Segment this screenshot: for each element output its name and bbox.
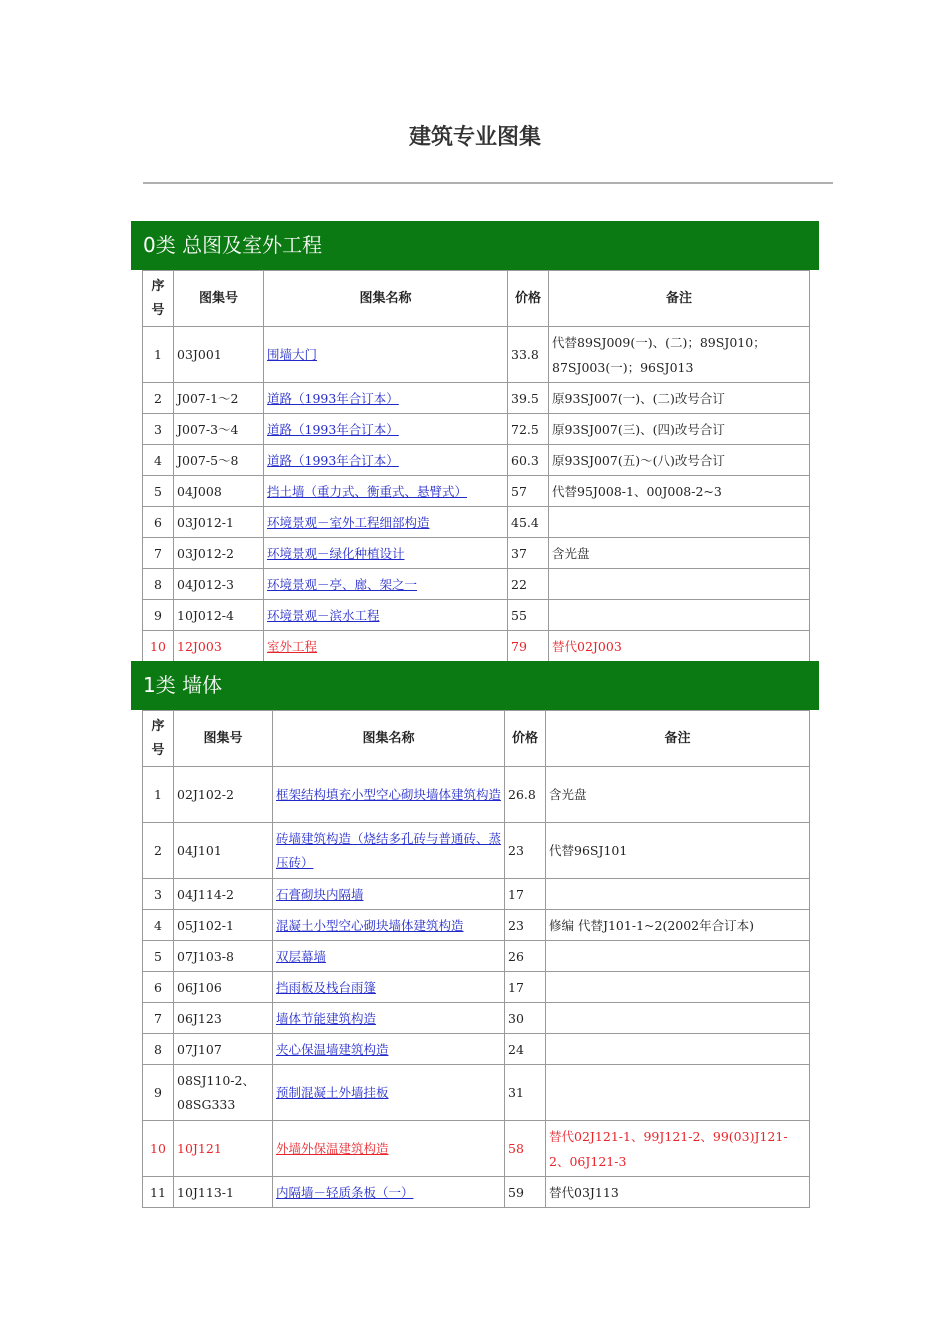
atlas-name-link[interactable]: 夹心保温墙建筑构造 xyxy=(276,1042,389,1057)
col-header-code: 图集号 xyxy=(174,711,273,767)
table-row xyxy=(143,414,810,445)
row-number: 4 xyxy=(143,445,174,476)
atlas-code: 02J102-2 xyxy=(174,767,273,823)
catalog-table-0 xyxy=(142,270,810,662)
remark xyxy=(549,600,810,631)
col-header-no: 序号 xyxy=(143,271,174,327)
remark: 原93SJ007(一)、(二)改号合订 xyxy=(549,383,810,414)
col-header-name: 图集名称 xyxy=(273,711,505,767)
price: 31 xyxy=(505,1065,546,1121)
price: 45.4 xyxy=(508,507,549,538)
atlas-code: 07J107 xyxy=(174,1034,273,1065)
price: 26 xyxy=(505,941,546,972)
row-number: 3 xyxy=(143,879,174,910)
price: 30 xyxy=(505,1003,546,1034)
atlas-code: 06J106 xyxy=(174,972,273,1003)
atlas-code: J007-3～4 xyxy=(174,414,264,445)
atlas-name-link[interactable]: 环境景观－亭、廊、架之一 xyxy=(267,577,418,592)
atlas-name-link[interactable]: 室外工程 xyxy=(267,639,318,654)
row-number: 7 xyxy=(143,1003,174,1034)
table-row xyxy=(143,910,810,941)
atlas-name-link[interactable]: 预制混凝土外墙挂板 xyxy=(276,1084,389,1100)
remark: 代替89SJ009(一)、(二)；89SJ010；87SJ003(一)；96SJ013 xyxy=(549,327,810,383)
table-row xyxy=(143,600,810,631)
atlas-name-link[interactable]: 石膏砌块内隔墙 xyxy=(276,887,364,902)
atlas-name-cell xyxy=(273,1034,505,1065)
price: 79 xyxy=(508,631,549,662)
atlas-name-link[interactable]: 框架结构填充小型空心砌块墙体建筑构造 xyxy=(276,786,502,802)
remark xyxy=(546,941,810,972)
atlas-name-cell xyxy=(264,476,508,507)
row-number: 10 xyxy=(143,1121,174,1177)
page-title: 建筑专业图集 xyxy=(408,125,541,150)
price: 17 xyxy=(505,879,546,910)
row-number: 8 xyxy=(143,569,174,600)
row-number: 9 xyxy=(143,600,174,631)
col-header-no: 序号 xyxy=(143,711,174,767)
atlas-code: J007-1～2 xyxy=(174,383,264,414)
atlas-name-cell xyxy=(273,972,505,1003)
price: 39.5 xyxy=(508,383,549,414)
atlas-name-cell xyxy=(264,507,508,538)
atlas-name-link[interactable]: 外墙外保温建筑构造 xyxy=(276,1140,389,1156)
table-row xyxy=(143,1034,810,1065)
atlas-name-link[interactable]: 环境景观－室外工程细部构造 xyxy=(267,515,430,530)
table-row xyxy=(143,569,810,600)
atlas-name-cell xyxy=(264,414,508,445)
atlas-code: 03J012-1 xyxy=(174,507,264,538)
section-header-0: 0类 总图及室外工程 xyxy=(131,221,819,270)
atlas-code: 10J121 xyxy=(174,1121,273,1177)
col-header-note: 备注 xyxy=(549,271,810,327)
remark: 含光盘 xyxy=(546,767,810,823)
row-number: 1 xyxy=(143,327,174,383)
atlas-name-cell xyxy=(264,569,508,600)
row-number: 11 xyxy=(143,1177,174,1208)
price: 37 xyxy=(508,538,549,569)
atlas-name-cell xyxy=(273,823,505,879)
remark: 替代02J003 xyxy=(549,631,810,662)
atlas-name-link[interactable]: 内隔墙－轻质条板（一） xyxy=(276,1185,414,1200)
atlas-name-cell xyxy=(273,879,505,910)
atlas-name-link[interactable]: 挡雨板及栈台雨篷 xyxy=(276,980,377,995)
atlas-code: J007-5～8 xyxy=(174,445,264,476)
price: 26.8 xyxy=(505,767,546,823)
price: 58 xyxy=(505,1121,546,1177)
atlas-name-cell xyxy=(273,1003,505,1034)
price: 59 xyxy=(505,1177,546,1208)
atlas-name-cell xyxy=(273,1177,505,1208)
atlas-name-link[interactable]: 双层幕墙 xyxy=(276,949,327,964)
col-header-code: 图集号 xyxy=(174,271,264,327)
row-number: 9 xyxy=(143,1065,174,1121)
table-row xyxy=(143,631,810,662)
row-number: 3 xyxy=(143,414,174,445)
section-header-1: 1类 墙体 xyxy=(131,661,819,710)
row-number: 5 xyxy=(143,476,174,507)
atlas-code: 07J103-8 xyxy=(174,941,273,972)
remark: 含光盘 xyxy=(549,538,810,569)
col-header-name: 图集名称 xyxy=(264,271,508,327)
atlas-name-link[interactable]: 混凝土小型空心砌块墙体建筑构造 xyxy=(276,918,464,933)
table-row xyxy=(143,445,810,476)
atlas-code: 03J001 xyxy=(174,327,264,383)
row-number: 8 xyxy=(143,1034,174,1065)
table-row xyxy=(143,823,810,879)
price: 55 xyxy=(508,600,549,631)
table-row xyxy=(143,507,810,538)
price: 23 xyxy=(505,823,546,879)
table-row xyxy=(143,1065,810,1121)
atlas-code: 08SJ110-2、08SG333 xyxy=(174,1065,273,1121)
row-number: 1 xyxy=(143,767,174,823)
row-number: 7 xyxy=(143,538,174,569)
remark xyxy=(546,1003,810,1034)
atlas-code: 04J008 xyxy=(174,476,264,507)
col-header-note: 备注 xyxy=(546,711,810,767)
atlas-name-cell xyxy=(273,941,505,972)
atlas-code: 03J012-2 xyxy=(174,538,264,569)
table-row xyxy=(143,327,810,383)
atlas-name-link[interactable]: 砖墙建筑构造（烧结多孔砖与普通砖、蒸压砖） xyxy=(276,830,502,870)
atlas-name-link[interactable]: 围墙大门 xyxy=(267,346,318,362)
table-header-row xyxy=(143,271,810,327)
atlas-name-cell xyxy=(273,1121,505,1177)
price: 17 xyxy=(505,972,546,1003)
atlas-name-link[interactable]: 道路（1993年合订本） xyxy=(267,422,399,437)
table-row xyxy=(143,1121,810,1177)
atlas-name-cell xyxy=(273,767,505,823)
atlas-name-cell xyxy=(273,910,505,941)
price: 72.5 xyxy=(508,414,549,445)
row-number: 2 xyxy=(143,823,174,879)
atlas-name-cell xyxy=(264,631,508,662)
row-number: 6 xyxy=(143,972,174,1003)
row-number: 4 xyxy=(143,910,174,941)
price: 33.8 xyxy=(508,327,549,383)
atlas-code: 04J012-3 xyxy=(174,569,264,600)
row-number: 6 xyxy=(143,507,174,538)
atlas-name-cell xyxy=(273,1065,505,1121)
remark xyxy=(546,1065,810,1121)
atlas-name-link[interactable]: 挡土墙（重力式、衡重式、悬臂式） xyxy=(267,484,468,499)
table-row xyxy=(143,972,810,1003)
table-row xyxy=(143,538,810,569)
price: 24 xyxy=(505,1034,546,1065)
col-header-price: 价格 xyxy=(508,271,549,327)
atlas-code: 04J114-2 xyxy=(174,879,273,910)
remark: 替代02J121-1、99J121-2、99(03)J121-2、06J121-3 xyxy=(546,1121,810,1177)
price: 60.3 xyxy=(508,445,549,476)
atlas-code: 10J113-1 xyxy=(174,1177,273,1208)
price: 23 xyxy=(505,910,546,941)
atlas-code: 04J101 xyxy=(174,823,273,879)
col-header-price: 价格 xyxy=(505,711,546,767)
atlas-code: 06J123 xyxy=(174,1003,273,1034)
remark: 替代03J113 xyxy=(546,1177,810,1208)
row-number: 2 xyxy=(143,383,174,414)
remark: 修编 代替J101-1~2(2002年合订本) xyxy=(546,910,810,941)
table-row xyxy=(143,941,810,972)
catalog-table-1 xyxy=(142,710,810,1208)
remark: 原93SJ007(三)、(四)改号合订 xyxy=(549,414,810,445)
price: 57 xyxy=(508,476,549,507)
atlas-code: 10J012-4 xyxy=(174,600,264,631)
table-row xyxy=(143,476,810,507)
atlas-name-link[interactable]: 墙体节能建筑构造 xyxy=(276,1011,377,1026)
remark xyxy=(546,1034,810,1065)
atlas-name-cell xyxy=(264,538,508,569)
atlas-name-link[interactable]: 道路（1993年合订本） xyxy=(267,391,399,406)
title-divider xyxy=(143,182,833,184)
atlas-name-cell xyxy=(264,600,508,631)
table-row xyxy=(143,879,810,910)
remark xyxy=(546,879,810,910)
atlas-name-cell xyxy=(264,383,508,414)
atlas-name-cell xyxy=(264,327,508,383)
table-row xyxy=(143,1003,810,1034)
atlas-name-link[interactable]: 环境景观－绿化种植设计 xyxy=(267,546,405,561)
remark xyxy=(549,507,810,538)
remark xyxy=(549,569,810,600)
atlas-name-link[interactable]: 道路（1993年合订本） xyxy=(267,453,399,468)
atlas-name-link[interactable]: 环境景观－滨水工程 xyxy=(267,608,380,623)
remark: 代替95J008-1、00J008-2~3 xyxy=(549,476,810,507)
table-row xyxy=(143,1177,810,1208)
atlas-code: 12J003 xyxy=(174,631,264,662)
table-row xyxy=(143,767,810,823)
table-header-row xyxy=(143,711,810,767)
remark: 原93SJ007(五)～(八)改号合订 xyxy=(549,445,810,476)
price: 22 xyxy=(508,569,549,600)
row-number: 5 xyxy=(143,941,174,972)
table-row xyxy=(143,383,810,414)
remark xyxy=(546,972,810,1003)
atlas-code: 05J102-1 xyxy=(174,910,273,941)
atlas-name-cell xyxy=(264,445,508,476)
remark: 代替96SJ101 xyxy=(546,823,810,879)
row-number: 10 xyxy=(143,631,174,662)
